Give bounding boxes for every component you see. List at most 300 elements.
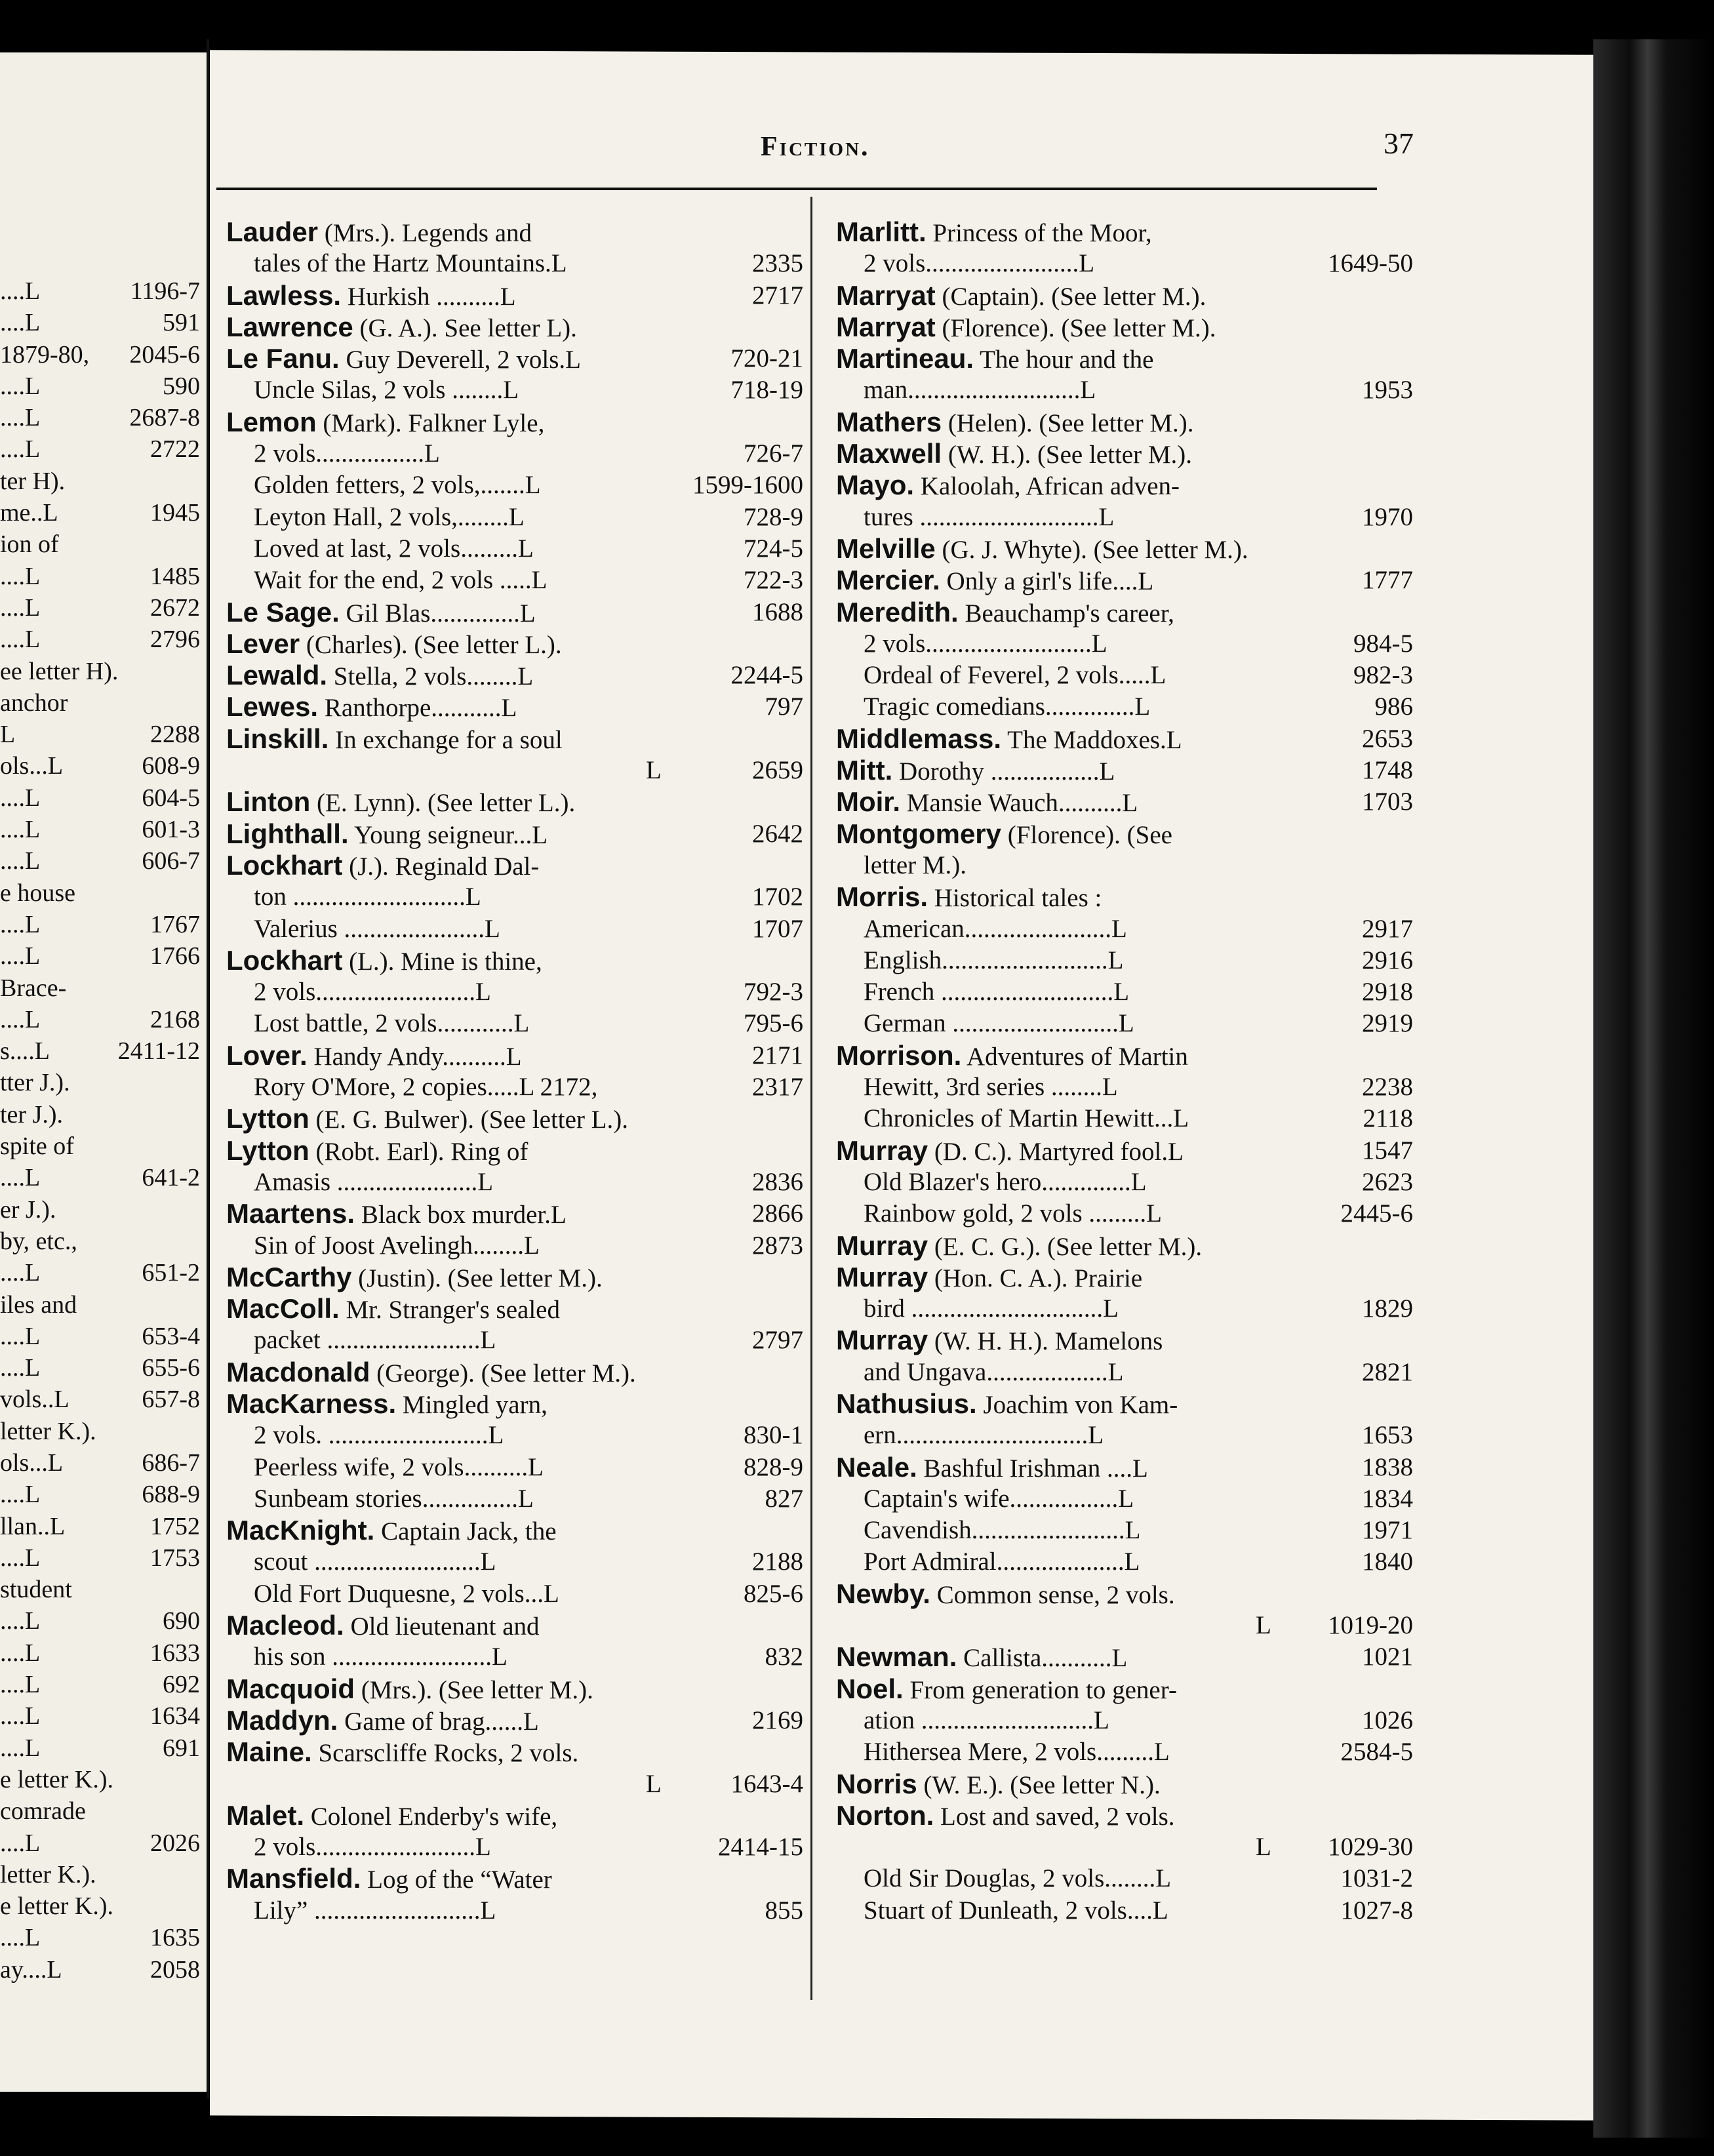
entry-text-line xyxy=(836,1040,1188,1073)
author-heading: Lewes. xyxy=(226,691,319,723)
shelf-number: 2916 xyxy=(1362,946,1413,974)
catalogue-entry xyxy=(836,1040,1413,1071)
entry-title: Stella, 2 vols........L xyxy=(333,662,534,691)
entry-text-line xyxy=(226,786,575,819)
catalogue-entry xyxy=(226,533,803,565)
catalogue-entry xyxy=(226,1452,803,1483)
shelf-number: 1702 xyxy=(752,883,803,911)
author-heading: Lawrence xyxy=(226,311,353,342)
fragment-line xyxy=(0,1922,207,1953)
entry-text-line xyxy=(836,786,1138,819)
catalogue-entry xyxy=(836,1135,1413,1167)
entry-text-line xyxy=(226,469,541,501)
fragment-text: comrade xyxy=(0,1797,86,1826)
entry-text-line xyxy=(226,311,577,344)
fragment-line xyxy=(0,782,207,814)
entry-title: (Hon. C. A.). Prairie xyxy=(934,1264,1143,1292)
entry-title: L xyxy=(646,1769,662,1798)
catalogue-entry xyxy=(226,1736,803,1768)
fragment-text: ter J.). xyxy=(0,1100,64,1128)
author-heading: Mayo. xyxy=(836,469,915,501)
catalogue-entry xyxy=(226,1008,803,1039)
fragment-line xyxy=(0,466,207,497)
entry-text-line xyxy=(836,691,1150,723)
entry-text-line xyxy=(226,628,562,661)
catalogue-entry xyxy=(226,407,803,438)
entry-title: Handy Andy..........L xyxy=(313,1042,522,1071)
entry-title: Golden fetters, 2 vols,.......L xyxy=(254,471,541,500)
entry-text-line xyxy=(226,1230,540,1262)
shelf-number: 2623 xyxy=(1362,1167,1413,1196)
catalogue-entry xyxy=(226,1831,803,1863)
entry-text-line xyxy=(226,1610,540,1643)
entry-title: and Ungava...................L xyxy=(864,1357,1124,1386)
catalogue-entry xyxy=(226,850,803,881)
fragment-line xyxy=(0,307,207,338)
previous-page-fragment xyxy=(0,52,207,2092)
fragment-text: ....L xyxy=(0,1005,41,1033)
entry-text-line xyxy=(836,1641,1127,1674)
catalogue-entry xyxy=(226,1167,803,1198)
fragment-number: 653-4 xyxy=(142,1322,200,1350)
fragment-text: ....L xyxy=(0,435,41,464)
catalogue-entry xyxy=(226,1420,803,1451)
shelf-number: 2797 xyxy=(752,1326,803,1355)
page-header xyxy=(210,127,1613,190)
shelf-number: 825-6 xyxy=(744,1579,803,1608)
entry-text-line xyxy=(226,1135,528,1168)
fragment-text: me..L xyxy=(0,499,58,527)
catalogue-entry xyxy=(836,1167,1413,1198)
entry-text-line xyxy=(226,1262,603,1294)
entry-text-line xyxy=(836,280,1206,313)
author-heading: Morris. xyxy=(836,881,928,913)
shelf-number: 1953 xyxy=(1362,376,1413,405)
catalogue-entry xyxy=(836,945,1413,976)
entry-text-line xyxy=(836,1736,1170,1768)
catalogue-entry xyxy=(836,1452,1413,1483)
catalogue-entry xyxy=(226,1800,803,1831)
entry-text-line xyxy=(836,1357,1123,1388)
entry-text-line xyxy=(836,1515,1140,1546)
entry-title: (G. A.). See letter L). xyxy=(359,313,577,342)
catalogue-entry xyxy=(836,723,1413,755)
author-heading: Neale. xyxy=(836,1451,917,1483)
catalogue-entry xyxy=(836,1483,1413,1515)
fragment-line xyxy=(0,1257,207,1288)
entry-text-line xyxy=(836,1135,1184,1168)
entry-title: Callista...........L xyxy=(963,1644,1128,1673)
fragment-number: 2687-8 xyxy=(129,404,200,432)
shelf-number: 728-9 xyxy=(744,502,803,531)
entry-text-line xyxy=(836,1546,1140,1578)
author-heading: Le Fanu. xyxy=(226,343,340,374)
entry-text-line xyxy=(836,1103,1189,1134)
entry-title: Hewitt, 3rd series ........L xyxy=(864,1073,1118,1102)
author-heading: Lawless. xyxy=(226,279,342,311)
entry-text-line xyxy=(226,818,548,851)
fragment-line xyxy=(0,1669,207,1700)
catalogue-entry xyxy=(226,1546,803,1578)
fragment-text: e letter K.). xyxy=(0,1765,114,1793)
book-spine xyxy=(1593,39,1714,2138)
entry-title: Mr. Stranger's sealed xyxy=(346,1296,560,1325)
fragment-number: 1945 xyxy=(150,499,200,527)
shelf-number: 2653 xyxy=(1362,724,1413,753)
shelf-number: 830-1 xyxy=(744,1421,803,1450)
fragment-line xyxy=(0,1321,207,1352)
entry-title: (Robt. Earl). Ring of xyxy=(315,1137,528,1166)
entry-text-line xyxy=(646,755,662,786)
catalogue-entry xyxy=(836,502,1413,533)
fragment-line xyxy=(0,1384,207,1415)
shelf-number: 2238 xyxy=(1362,1073,1413,1102)
entry-title: (Charles). (See letter L.). xyxy=(306,630,562,659)
author-heading: Newman. xyxy=(836,1641,957,1673)
author-heading: Montgomery xyxy=(836,818,1001,849)
author-heading: Mitt. xyxy=(836,755,893,786)
entry-title: From generation to gener- xyxy=(909,1675,1177,1704)
entry-title: L xyxy=(1256,1833,1271,1862)
fragment-line xyxy=(0,1130,207,1162)
entry-title: (W. H. H.). Mamelons xyxy=(934,1327,1163,1356)
entry-title: 2 vols.................L xyxy=(254,439,440,468)
entry-text-line xyxy=(836,1895,1168,1926)
entry-text-line xyxy=(226,976,491,1008)
catalogue-entry xyxy=(226,1135,803,1167)
entry-text-line xyxy=(836,723,1182,756)
entry-text-line xyxy=(226,1515,557,1547)
fragment-text: iles and xyxy=(0,1290,77,1319)
entry-title: Old Fort Duquesne, 2 vols...L xyxy=(254,1579,559,1608)
catalogue-entry xyxy=(836,1610,1413,1641)
entry-text-line xyxy=(226,1863,552,1896)
entry-title: (Mark). Falkner Lyle, xyxy=(323,409,545,437)
entry-title: Game of brag......L xyxy=(344,1707,539,1736)
catalogue-entry xyxy=(836,407,1413,438)
fragment-text: ....L xyxy=(0,784,41,812)
fragment-text: ....L xyxy=(0,562,41,590)
entry-title: (E. G. Bulwer). (See letter L.). xyxy=(315,1106,628,1134)
author-heading: MacKnight. xyxy=(226,1515,375,1546)
fragment-line xyxy=(0,814,207,845)
shelf-number: 2821 xyxy=(1362,1357,1413,1386)
fragment-number: 1485 xyxy=(150,562,200,590)
fragment-text: ....L xyxy=(0,593,41,622)
catalogue-entry xyxy=(836,850,1413,881)
entry-title: scout ..........................L xyxy=(254,1547,496,1576)
fragment-line xyxy=(0,1574,207,1605)
entry-title: (W. H.). (See letter M.). xyxy=(947,441,1193,469)
catalogue-entry xyxy=(226,248,803,279)
entry-text-line xyxy=(226,1293,560,1326)
catalogue-entry xyxy=(836,1800,1413,1831)
entry-title: Guy Deverell, 2 vols.L xyxy=(346,346,581,374)
fragment-text: letter K.). xyxy=(0,1860,96,1888)
shelf-number: 2584-5 xyxy=(1340,1738,1413,1767)
author-heading: Moir. xyxy=(836,786,901,818)
entry-title: Black box murder.L xyxy=(361,1201,567,1229)
shelf-number: 1834 xyxy=(1362,1484,1413,1513)
catalogue-entry xyxy=(836,786,1413,818)
fragment-number: 2672 xyxy=(150,593,200,622)
catalogue-entry xyxy=(836,1736,1413,1768)
catalogue-entry xyxy=(226,628,803,660)
entry-title: The hour and the xyxy=(980,346,1154,374)
entry-title: Hurkish ..........L xyxy=(347,282,516,311)
entry-title: Loved at last, 2 vols.........L xyxy=(254,534,534,563)
shelf-number: 1748 xyxy=(1362,756,1413,785)
catalogue-entry xyxy=(836,280,1413,311)
fragment-text: ....L xyxy=(0,1639,41,1667)
fragment-text: ....L xyxy=(0,1607,41,1635)
catalogue-entry xyxy=(226,818,803,850)
entry-title: bird ..............................L xyxy=(864,1294,1119,1323)
shelf-number: 827 xyxy=(765,1484,803,1513)
author-heading: Maxwell xyxy=(836,438,942,469)
catalogue-entry xyxy=(226,1198,803,1229)
entry-title: (Helen). (See letter M.). xyxy=(947,409,1194,437)
fragment-number: 657-8 xyxy=(142,1386,200,1414)
catalogue-entry xyxy=(226,374,803,406)
shelf-number: 832 xyxy=(765,1643,803,1671)
section-title: Fiction. xyxy=(761,132,870,162)
fragment-line xyxy=(0,1732,207,1764)
fragment-line xyxy=(0,1004,207,1035)
entry-title: (Florence). (See xyxy=(1007,820,1172,849)
fragment-number: 591 xyxy=(163,309,200,337)
entry-text-line xyxy=(226,1705,539,1738)
catalogue-entry xyxy=(226,881,803,913)
fragment-text: ols...L xyxy=(0,1448,64,1477)
author-heading: Marryat xyxy=(836,311,936,342)
catalogue-entry xyxy=(836,1831,1413,1863)
shelf-number: 792-3 xyxy=(744,978,803,1007)
catalogue-entry xyxy=(836,469,1413,501)
catalogue-entry xyxy=(226,1895,803,1926)
shelf-number: 2717 xyxy=(752,281,803,309)
entry-title: Lost and saved, 2 vols. xyxy=(940,1802,1175,1831)
fragment-line xyxy=(0,1479,207,1510)
fragment-text: ....L xyxy=(0,1322,41,1350)
catalogue-entry xyxy=(836,597,1413,628)
shelf-number: 1653 xyxy=(1362,1421,1413,1450)
entry-title: Log of the “Water xyxy=(367,1866,552,1894)
entry-text-line xyxy=(836,533,1248,566)
entry-title: Old Blazer's hero..............L xyxy=(864,1167,1147,1196)
fragment-line xyxy=(0,497,207,529)
entry-text-line xyxy=(836,1452,1148,1485)
fragment-line xyxy=(0,1352,207,1384)
catalogue-entry xyxy=(226,1357,803,1388)
entry-text-line xyxy=(836,1167,1147,1198)
fragment-line xyxy=(0,561,207,592)
shelf-number: 982-3 xyxy=(1353,661,1413,690)
fragment-text: e letter K.). xyxy=(0,1892,114,1921)
shelf-number: 1703 xyxy=(1362,788,1413,816)
fragment-line xyxy=(0,1700,207,1732)
shelf-number: 722-3 xyxy=(744,566,803,595)
entry-title: Colonel Enderby's wife, xyxy=(310,1802,558,1831)
fragment-line xyxy=(0,1099,207,1130)
entry-text-line xyxy=(226,216,532,249)
entry-title: Kaloolah, African adven- xyxy=(920,472,1180,501)
entry-text-line xyxy=(226,1008,529,1039)
fragment-text: ....L xyxy=(0,942,41,970)
fragment-text: ion of xyxy=(0,530,59,559)
fragment-line xyxy=(0,750,207,782)
fragment-text: ....L xyxy=(0,372,41,400)
entry-text-line xyxy=(226,1167,493,1198)
catalogue-entry xyxy=(226,565,803,596)
entry-title: (Captain). (See letter M.). xyxy=(942,282,1206,311)
shelf-number: 718-19 xyxy=(730,376,803,405)
entry-title: 2 vols........................L xyxy=(864,249,1095,278)
fragment-text: by, etc., xyxy=(0,1227,77,1255)
entry-title: Gil Blas..............L xyxy=(346,599,536,628)
entry-title: (D. C.). Martyred fool.L xyxy=(934,1137,1184,1166)
entry-title: Beauchamp's career, xyxy=(965,599,1174,628)
entry-text-line xyxy=(226,597,536,629)
fragment-line xyxy=(0,719,207,750)
catalogue-entry xyxy=(226,1515,803,1546)
entry-text-line xyxy=(836,1262,1142,1294)
fragment-line xyxy=(0,370,207,402)
entry-title: Tragic comedians..............L xyxy=(864,692,1151,721)
entry-text-line xyxy=(836,1420,1104,1451)
fragment-text: ....L xyxy=(0,1829,41,1857)
author-heading: MacColl. xyxy=(226,1293,340,1325)
entry-text-line xyxy=(836,407,1193,439)
shelf-number: 720-21 xyxy=(730,344,803,373)
author-heading: Meredith. xyxy=(836,596,959,628)
catalogue-entry xyxy=(226,1103,803,1134)
shelf-number: 1707 xyxy=(752,914,803,943)
fragment-text: spite of xyxy=(0,1132,74,1161)
entry-text-line xyxy=(836,1768,1161,1801)
entry-title: Adventures of Martin xyxy=(966,1042,1188,1071)
fragment-number: 1634 xyxy=(150,1702,200,1730)
shelf-number: 2169 xyxy=(752,1706,803,1734)
fragment-line xyxy=(0,1795,207,1827)
entry-text-line xyxy=(836,976,1129,1008)
fragment-line xyxy=(0,1416,207,1447)
author-heading: Lemon xyxy=(226,406,317,437)
shelf-number: 828-9 xyxy=(744,1452,803,1481)
shelf-number: 2917 xyxy=(1362,914,1413,943)
entry-text-line xyxy=(836,248,1094,279)
fragment-line xyxy=(0,1954,207,1986)
fragment-number: 655-6 xyxy=(142,1354,200,1382)
entry-text-line xyxy=(836,1198,1162,1229)
entry-text-line xyxy=(226,660,533,692)
entry-title: French ...........................L xyxy=(864,978,1130,1007)
entry-text-line xyxy=(836,1293,1119,1325)
author-heading: Marryat xyxy=(836,279,936,311)
fragment-text: ....L xyxy=(0,1354,41,1382)
shelf-number: 795-6 xyxy=(744,1009,803,1038)
entry-text-line xyxy=(226,1546,496,1578)
entry-text-line xyxy=(836,502,1114,533)
author-heading: MacKarness. xyxy=(226,1387,397,1419)
entry-title: Valerius ......................L xyxy=(254,914,500,943)
catalogue-entry xyxy=(226,343,803,374)
entry-text-line xyxy=(226,1103,628,1136)
catalogue-entry xyxy=(836,343,1413,374)
entry-text-line xyxy=(836,1071,1118,1103)
catalogue-entry xyxy=(226,1705,803,1736)
shelf-number: 1688 xyxy=(752,597,803,626)
author-heading: Maine. xyxy=(226,1736,312,1768)
catalogue-entry xyxy=(226,1325,803,1356)
entry-title: Peerless wife, 2 vols..........L xyxy=(254,1452,544,1481)
entry-title: (Justin). (See letter M.). xyxy=(358,1264,603,1292)
author-heading: Murray xyxy=(836,1134,928,1166)
entry-text-line xyxy=(836,469,1180,502)
fragment-line xyxy=(0,1637,207,1669)
entry-text-line xyxy=(836,1863,1171,1894)
author-heading: Maartens. xyxy=(226,1198,355,1229)
fragment-line xyxy=(0,1859,207,1890)
shelf-number: 1599-1600 xyxy=(692,471,803,500)
entry-text-line xyxy=(226,945,542,978)
entry-title: Amasis ......................L xyxy=(254,1167,494,1196)
entry-title: Mingled yarn, xyxy=(402,1390,548,1419)
entry-text-line xyxy=(836,1578,1175,1611)
catalogue-entry xyxy=(226,945,803,976)
fragment-text: vols..L xyxy=(0,1386,70,1414)
fragment-number: 601-3 xyxy=(142,816,200,844)
fragment-line xyxy=(0,1542,207,1574)
entry-text-line xyxy=(226,1895,496,1926)
catalogue-entry xyxy=(836,1420,1413,1451)
catalogue-entry xyxy=(836,1641,1413,1673)
entry-text-line xyxy=(226,280,516,313)
entry-title: Chronicles of Martin Hewitt...L xyxy=(864,1104,1189,1133)
catalogue-entry xyxy=(836,691,1413,723)
fragment-text: ....L xyxy=(0,1734,41,1762)
fragment-text: ay....L xyxy=(0,1955,62,1984)
fragment-text: ....L xyxy=(0,1702,41,1730)
entry-text-line xyxy=(226,881,481,913)
entry-title: Old lieutenant and xyxy=(350,1612,540,1641)
shelf-number: 2244-5 xyxy=(730,661,803,690)
shelf-number: 2118 xyxy=(1363,1104,1413,1133)
entry-text-line xyxy=(836,755,1115,788)
entry-title: L xyxy=(646,756,662,785)
catalogue-entry xyxy=(836,216,1413,248)
entry-title: Scarscliffe Rocks, 2 vols. xyxy=(318,1739,579,1768)
author-heading: Lytton xyxy=(226,1134,309,1166)
catalogue-entry xyxy=(836,976,1413,1008)
catalogue-entry xyxy=(836,1515,1413,1546)
catalogue-entry xyxy=(836,311,1413,343)
catalogue-entry xyxy=(226,1293,803,1325)
fragment-number: 651-2 xyxy=(142,1259,200,1287)
entry-title: English..........................L xyxy=(864,946,1124,974)
fragment-text: ....L xyxy=(0,1544,41,1572)
author-heading: Macdonald xyxy=(226,1356,370,1387)
catalogue-entry xyxy=(836,1895,1413,1926)
catalogue-entry xyxy=(836,1863,1413,1894)
entry-text-line xyxy=(836,374,1096,406)
entry-text-line xyxy=(836,628,1107,660)
fragment-text: ....L xyxy=(0,404,41,432)
shelf-number: 2171 xyxy=(752,1041,803,1069)
entry-text-line xyxy=(836,850,967,881)
fragment-line xyxy=(0,339,207,370)
fragment-text: 1879-80, xyxy=(0,340,90,369)
